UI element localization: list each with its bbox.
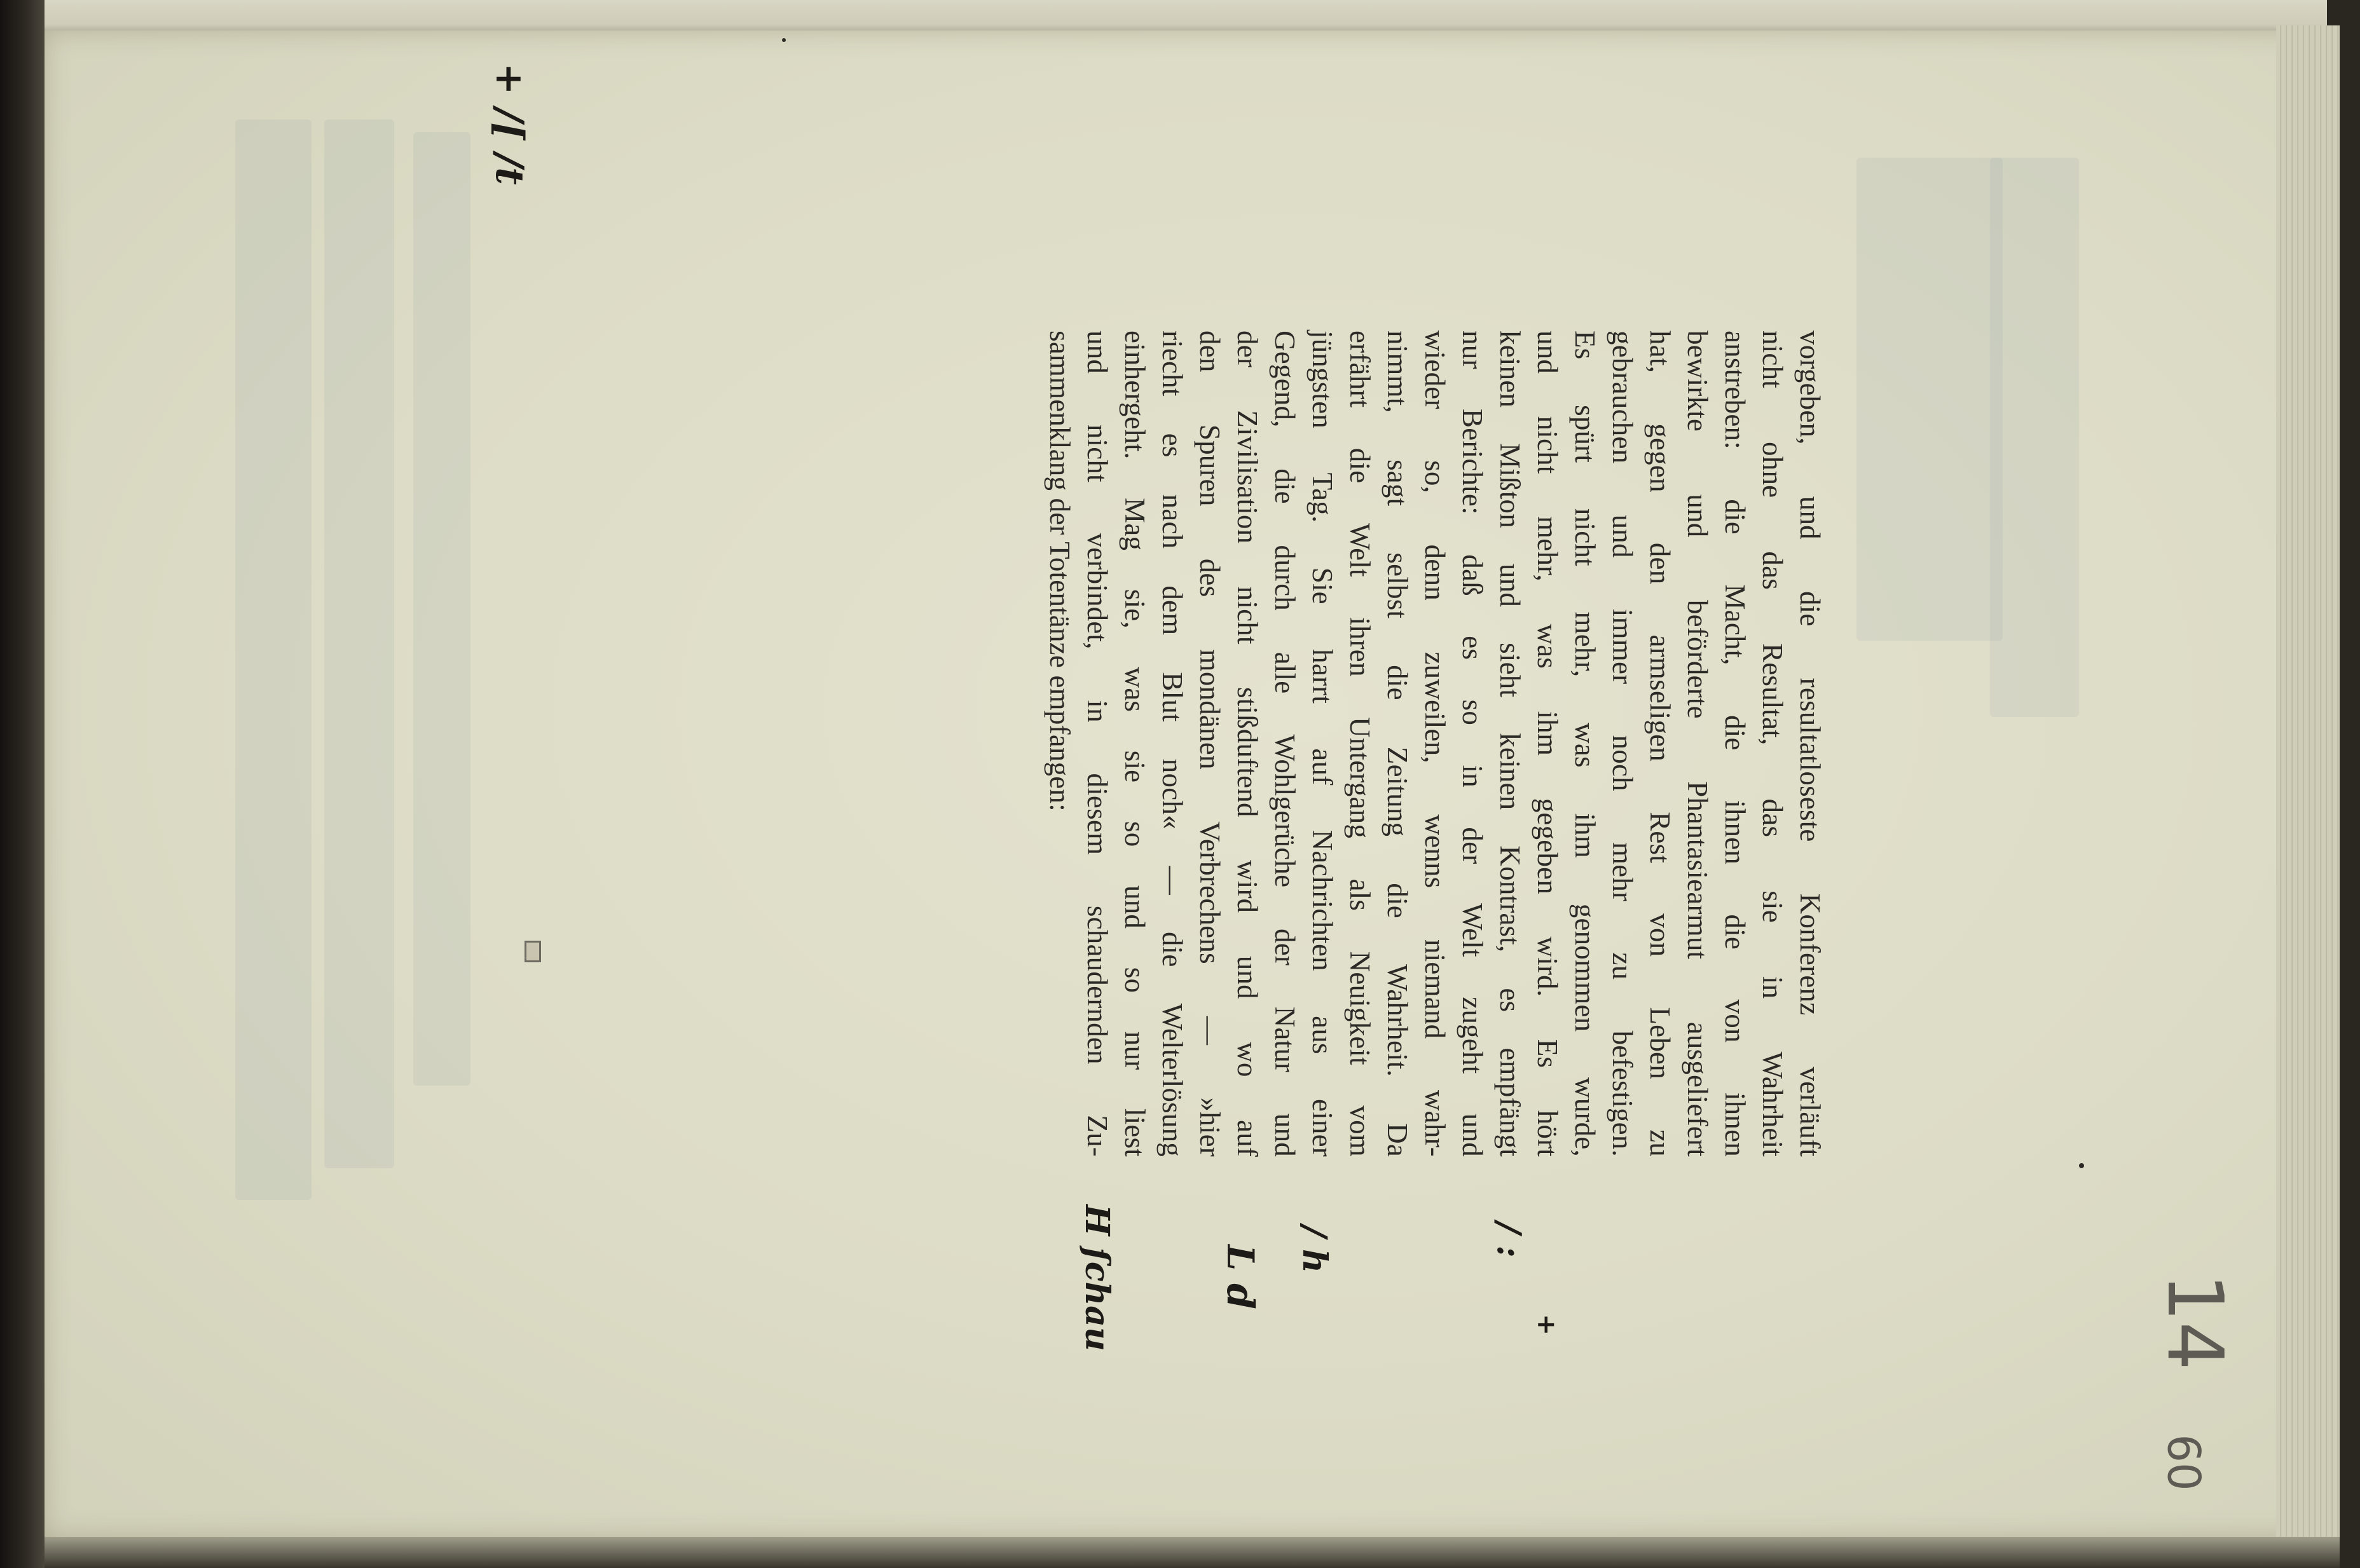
text-line: keinen Mißton und sieht keinen Kontrast, es empfängt — [1494, 331, 1526, 1157]
text-line: Gegend, die durch alle Wohlgerüche der Natur und — [1269, 331, 1301, 1157]
text-line: nur Berichte: daß es so in der Welt zugeht und — [1457, 331, 1488, 1157]
text-line: Es spürt nicht mehr, was ihm genommen wurde, — [1569, 331, 1601, 1157]
bottom-shadow — [45, 1537, 2340, 1568]
text-line: der Zivilisation nicht stißduftend wird und wo auf — [1231, 331, 1263, 1157]
text-line: vorgeben, und die resultatloseste Konferenz verläuft — [1794, 331, 1826, 1157]
small-stamp-mark — [525, 941, 541, 962]
text-line: gebrauchen und immer noch mehr zu befestigen. — [1607, 331, 1638, 1157]
text-line: sammenklang der Totentänze empfangen: — [1044, 331, 1076, 812]
text-line: bewirkte und beförderte Phantasiearmut ausgeliefert — [1682, 331, 1713, 1157]
text-line: wieder so, denn zuweilen, wenns niemand wahr- — [1419, 331, 1451, 1157]
text-line: den Spuren des mondänen Verbrechens — »hier — [1194, 331, 1226, 1157]
bleed-through-block — [1990, 158, 2079, 717]
text-line: und nicht mehr, was ihm gegeben wird. Es hört — [1532, 331, 1563, 1157]
text-line: nicht ohne das Resultat, das sie in Wahrheit — [1757, 331, 1788, 1157]
bleed-through-block — [324, 119, 394, 1168]
text-line: jüngsten Tag. Sie harrt auf Nachrichten aus einer — [1307, 331, 1338, 1157]
pencil-page-number: 60 — [2157, 1434, 2210, 1491]
bleed-through-block — [1856, 158, 2003, 641]
handwritten-side-mark: + — [1535, 1309, 1557, 1339]
ink-dot — [2079, 1163, 2084, 1168]
handwritten-note-top: + /[ /t — [486, 63, 532, 185]
text-line: hat, gegen den armseligen Rest von Leben zu — [1644, 331, 1676, 1157]
handwritten-note-bottom: H ſchau — [1077, 1204, 1116, 1351]
text-line: nimmt, sagt selbst die Zeitung die Wahrheit. Da — [1382, 331, 1413, 1157]
text-line: erfährt die Welt ihren Untergang als Neuigkeit vom — [1344, 331, 1376, 1157]
handwritten-side-mark: / h — [1294, 1225, 1334, 1273]
text-line: und nicht verbindet, in diesem schaudernden Zu- — [1081, 331, 1113, 1157]
text-line: einhergeht. Mag sie, was sie so und so nur liest — [1119, 331, 1151, 1157]
handwritten-side-mark: L d — [1218, 1244, 1262, 1309]
pencil-folio-number: 14 — [2150, 1273, 2239, 1370]
book-binding — [0, 0, 45, 1568]
printed-text-block — [1014, 331, 1841, 1157]
text-line: riecht es nach dem Blut noch« — die Welterlösung — [1156, 331, 1188, 1157]
text-line: anstreben: die Macht, die ihnen die von ihnen — [1719, 331, 1751, 1157]
previous-page-edge — [25, 0, 2327, 35]
handwritten-side-mark: / : — [1489, 1222, 1528, 1258]
rotated-text-column — [1030, 331, 1825, 1157]
bleed-through-block — [413, 132, 470, 1086]
ink-dot — [782, 38, 786, 42]
page-stack-edge — [2276, 25, 2340, 1551]
bleed-through-block — [235, 119, 312, 1200]
